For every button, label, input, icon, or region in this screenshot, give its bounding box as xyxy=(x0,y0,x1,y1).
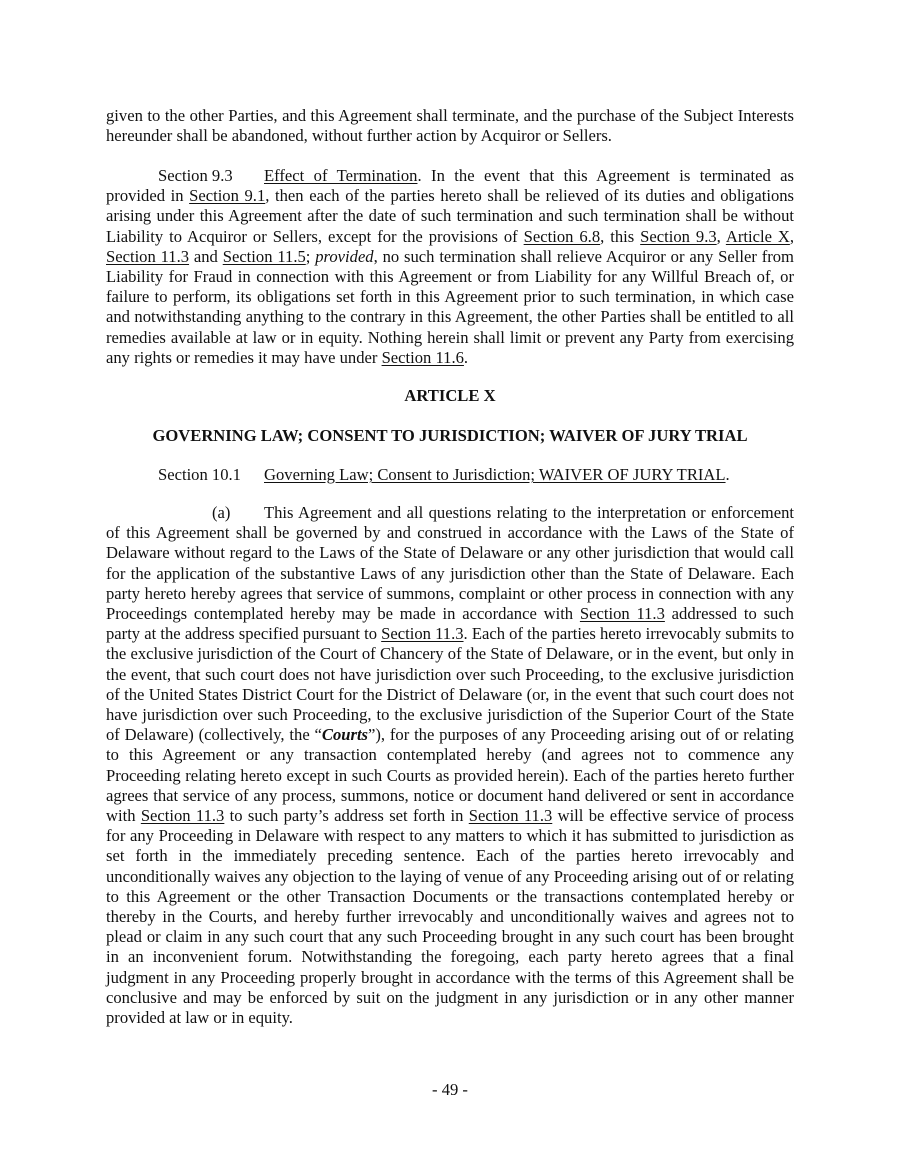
section-ref-link[interactable]: Section 9.3 xyxy=(640,226,717,246)
section-ref-link[interactable]: Section 11.6 xyxy=(381,347,464,367)
section-ref-link[interactable]: Section 11.3 xyxy=(106,246,190,266)
section-10-1-heading: Section 10.1 Governing Law; Consent to Jurisdiction; WAIVER OF JURY TRIAL. xyxy=(158,465,730,484)
article-heading: ARTICLE X xyxy=(404,386,496,405)
section-9-3-title: Effect of Termination xyxy=(264,166,418,185)
section-ref-link[interactable]: Section 11.3 xyxy=(140,806,225,826)
article-ref-link[interactable]: Article X xyxy=(725,226,790,246)
section-ref-link[interactable]: Section 6.8 xyxy=(523,226,601,246)
section-ref-link[interactable]: Section 11.5 xyxy=(222,246,306,266)
provided-term: provided xyxy=(315,246,374,266)
section-ref-link[interactable]: Section 11.3 xyxy=(381,624,464,644)
paragraph-a: (a) This Agreement and all questions relating to the interpretation or enforcement of this Agreement shall be governed by and construed in accordance with the Laws of the State of Delaware without regard to the Laws of the State of Delaware or any other jurisdiction that would call for the application of the substantive Laws of any jurisdiction other than the State of Delaware. Each party hereto hereby agrees that service of summons, complaint or other process in connection with any Proceedings contemplated hereby may be made in accordance with Section 11.3 addressed to such party at the address specified pursuant to Section 11.3. Each of the parties hereto irrevocably submits to the exclusive jurisdiction of the Court of Chancery of the State of Delaware, or in the event, but only in the event, that such court does not have jurisdiction over such Proceeding, to the exclusive jurisdiction of the United States District Court for the District of Delaware (or, in the event that such court does not have jurisdiction over such Proceeding, to the exclusive jurisdiction of the Superior Court of the State of Delaware) (collectively, the “Courts”), for the purposes of any Proceeding arising out of or relating to this Agreement or any transaction contemplated hereby (and agrees not to commence any Proceeding relating hereto except in such Courts as provided herein). Each of the parties hereto further agrees that service of any process, summons, notice or document hand delivered or sent in accordance with Section 11.3 to such party’s address set forth in Section 11.3 will be effective service of process for any Proceeding in Delaware with respect to any matters to which it has submitted to jurisdiction as set forth in the immediately preceding sentence. Each of the parties hereto irrevocably and unconditionally waives any objection to the laying of venue of any Proceeding arising out of or relating to this Agreement or the other Transaction Documents or the transactions contemplated hereby or thereby in the Courts, and hereby further irrevocably and unconditionally waives and agrees not to plead or claim in any such court that any such Proceeding brought in any such court has been brought in an inconvenient forum. Notwithstanding the foregoing, each party hereto agrees that a final judgment in any Proceeding properly brought in accordance with the terms of this Agreement shall be conclusive and may be enforced by suit on the judgment in any jurisdiction or in any other manner provided at law or in equity. xyxy=(106,503,794,1028)
section-ref-link[interactable]: Section 11.3 xyxy=(579,604,665,624)
article-title: GOVERNING LAW; CONSENT TO JURISDICTION; WAIVER OF JURY TRIAL xyxy=(152,426,748,445)
paragraph-a-label: (a) xyxy=(212,503,231,522)
section-9-3-paragraph: Section 9.3 Effect of Termination. In the event that this Agreement is terminated as provided in Section 9.1, then each of the parties hereto shall be relieved of its duties and obligations arising under this Agreement after the date of such termination and such termination shall be without Liability to Acquiror or Sellers, except for the provisions of Section 6.8, this Section 9.3, Article X, Section 11.3 and Section 11.5; provided, no such termination shall relieve Acquiror or any Seller from Liability for Fraud in connection with this Agreement or from Liability for any Willful Breach of, or failure to perform, its obligations set forth in this Agreement prior to such termination, in which case and notwithstanding anything to the contrary in this Agreement, the other Parties shall be entitled to all remedies available at law or in equity. Nothing herein shall limit or prevent any Party from exercising any rights or remedies it may have under Section 11.6. xyxy=(106,166,795,367)
continued-paragraph-text: given to the other Parties, and this Agreement shall terminate, and the purchase of the Subject Interests hereunder shall be abandoned, without further action by Acquiror or Sellers. xyxy=(106,106,794,146)
continued-paragraph xyxy=(106,106,794,146)
section-10-1-title: Governing Law; Consent to Jurisdiction; WAIVER OF JURY TRIAL xyxy=(264,465,726,484)
section-ref-link[interactable]: Section 9.1 xyxy=(189,186,266,206)
courts-defined-term: Courts xyxy=(321,725,369,745)
page-number: - 49 - xyxy=(432,1080,468,1099)
section-10-1-number: Section 10.1 xyxy=(158,465,241,484)
section-ref-link[interactable]: Section 11.3 xyxy=(468,806,553,826)
section-9-3-number: Section 9.3 xyxy=(158,166,233,185)
